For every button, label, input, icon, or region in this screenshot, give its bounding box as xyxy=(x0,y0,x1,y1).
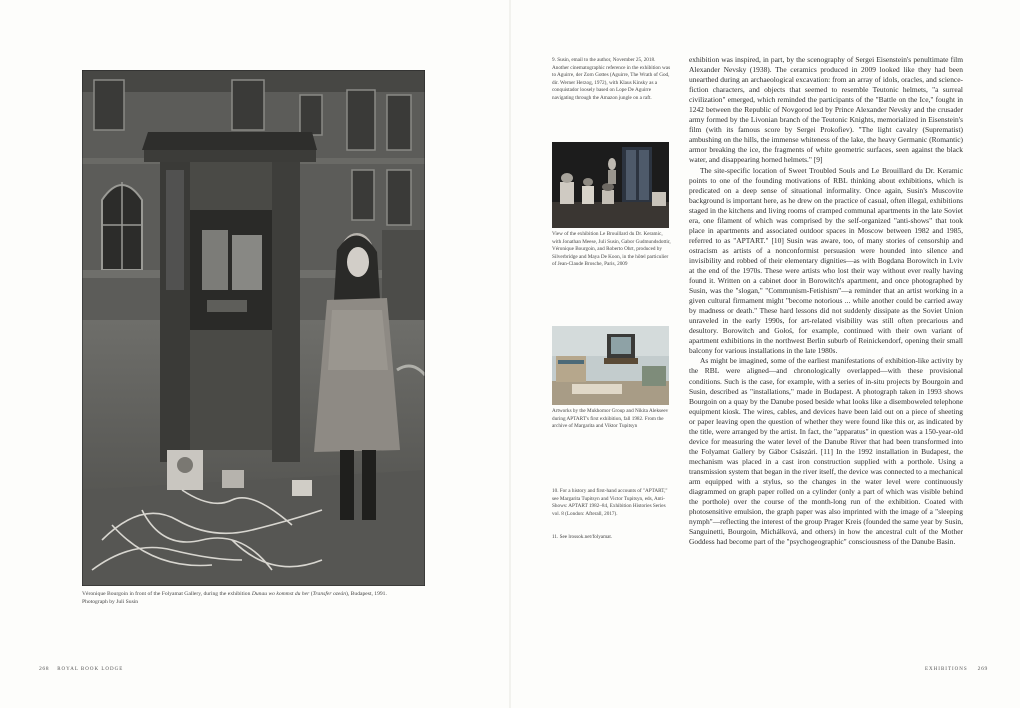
caption-exhibition-title: Dunau wo kommst du her xyxy=(251,591,310,597)
caption-text: Véronique Bourgoin in front of the Folyamat Gallery, during the exhibition xyxy=(82,591,252,597)
body-paragraph: The site-specific location of Sweet Troubled Souls and Le Brouillard du Dr. Keramic points to one of the founding motivations of RBL thinking about exhibitions, which is predicated on a deep sense of situational informality. Once again, Susin's Muscovite background is important here, as he drew on the practice of casual, often illegal, exhibitions staged in the kitchens and living rooms of cramped communal apartments in the late Soviet era, one filament of which was comprised by the self-organized "anti-shows" that took place in apartments and associated outdoor spaces in Moscow between 1982 and 1985, referred to as "APTART." [10] Susin was aware, too, of many stories of censorship and ostracism as artists of a nonconformist persuasion were hounded into silence and invisibility and robbed of their elementary dignities—as with Bogdana Borowitch in Lviv at the end of the 1970s. These were artists who lost their way without ever really having found it. Written on a cabinet door in Borowitch's apartment, and once photographed by Susin, was the "slogan," "Communism-Fetishism"—a reminder that an artist working in a given cultural firmament might "become notorious ... while another could be carried away by madness or death." These hard lessons did not suddenly dissipate as the Soviet Union unraveled in the early 1990s, for art-related visibility was still often precarious and desultory. Borowitch and Gołoś, for example, continued with their own variant of apartment exhibitions in the northwest Berlin suburb of Reinickendorf, opening their small balcony for various installations in the late 1980s. xyxy=(689,165,963,356)
main-photograph xyxy=(82,70,425,586)
running-head-right: EXHIBITIONS xyxy=(925,667,968,672)
page-number-right: 269 xyxy=(977,666,988,672)
caption-text: View of the exhibition Le Brouillard du Dr. Keramic, with Jonathan Meese, Juli Susin, Gabor Gudmundsdottir, Véronique Bourgoin, and Roberto Ohrt, produced by Silverbridge and Maya De Koon, in the hôtel particulier of Jean-Claude Brosche, Paris, 2009 xyxy=(552,231,671,268)
caption-text: Artworks by the Mukhomor Group and Nikita Alekseev during APTART's first exhibition, fall 1982. From the archive of Margarita and Viktor Tupitsyn xyxy=(552,408,669,430)
footnote-text: 9. Susin, email to the author, November 25, 2018. Another cinematographic reference in the exhibition was to Aguirre, der Zorn Gottes (Aguirre, The Wrath of God, dir. Werner Herzog, 1972), with Klaus Kinsky as a conquistador loosely based on Lope De Aguirre navigating through the Amazon jungle on a raft. xyxy=(552,57,671,101)
photo-2-caption xyxy=(552,408,672,431)
apartment-view-illustration xyxy=(552,326,669,405)
kiosk-photo-illustration xyxy=(82,70,425,586)
page-number-left: 268 xyxy=(39,666,50,672)
left-folio xyxy=(39,666,123,672)
gutter xyxy=(509,0,511,708)
right-folio xyxy=(925,666,988,672)
exhibition-photo-1 xyxy=(552,142,669,228)
exhibition-photo-2 xyxy=(552,326,669,405)
footnote-9 xyxy=(552,57,672,103)
footnote-text: 10. For a history and first-hand accounts of "APTART," see Margarita Tupitsyn and Victor Tupitsyn, eds, Anti-Shows: APTART 1982–84, Exhibition Histories Series vol. 8 (London: Afterall, 2017). xyxy=(552,488,668,517)
footnote-10 xyxy=(552,488,672,518)
body-text-column xyxy=(689,55,963,547)
caption-text: ), Budapest, 1991. Photograph by Juli Susin xyxy=(82,591,387,605)
exhibition-view-illustration xyxy=(552,142,669,228)
footnote-text: 11. See lrossok.net/folyamat. xyxy=(552,534,613,540)
photo-1-caption xyxy=(552,231,672,269)
running-head-left: ROYAL BOOK LODGE xyxy=(57,667,124,672)
footnote-11 xyxy=(552,534,672,542)
main-photo-caption xyxy=(82,590,412,606)
body-paragraph: exhibition was inspired, in part, by the scenography of Sergei Eisenstein's penultimate film Alexander Nevsky (1938). The ceramics produced in 2009 looked like they had been unearthed during an archaeological excavation: from an array of idols, oracles, and science-fiction characters, and objects that seemed to resemble Teutonic helmets, "a surreal civilization" emerged, which reminded the participants of the "Battle on the Ice," fought in 1242 between the Republic of Novgorod led by Prince Alexander Nevsky and the crusader army formed by the Livonian branch of the Teutonic Knights, memorialized in Eisenstein's film (with its famous score by Sergei Prokofiev). "The light cavalry (Suprematist) ambushing on the hills, the immense whiteness of the lake, the heavy Germanic (Romantic) armor breaking the ice, the fragments of white geometric surfaces, seen against the black water, and disappearing horned helmets." [9] xyxy=(689,55,963,165)
caption-text: ( xyxy=(309,591,313,597)
body-paragraph: As might be imagined, some of the earliest manifestations of exhibition-like activity by the RBL were aligned—and chronologically overlapped—with these provisional conditions. Such is the case, for example, with a series of in-situ projects by Bourgoin and Susin, described as "installations," made in Budapest. A photograph taken in 1993 shows Bourgoin on a quay by the Danube posed beside what looks like a disemboweled telephone equipment kiosk. The wires, cables, and devices have been laid out on a piece of sheeting or paper leaving open the question of whether they were found like this or, as indicated by the title, were arranged by the artist. In fact, the "apparatus" in question was a 150-year-old device for measuring the water level of the Danube River that had been transformed into the Folyamat Gallery by Gábor Császári. [11] In the 1992 installation in Budapest, the mechanism was placed in a cast iron construction supplied with a porthole. Using a transmission system that began in the river itself, the device was connected to a mechanical arm equipped with a stylus, so the changes in the water level were continuously diagrammed on graph paper rolled on a cylinder (only a part of which was visible behind the porthole) over the course of the month-long run of the exhibition. Coated with photosensitive emulsion, the graph paper was also imprinted with the image of a "sleeping nymph"—reflecting the interest of the group Prager Kreis (founded the same year by Susin, Sanguinetti, Bourgoin, Michálková, and others) in how the ancestral cult of the Mother Goddess had become part of the "psychogeographic" consciousness of the Danube Basin. xyxy=(689,356,963,547)
caption-exhibition-subtitle: Transfer ozeán xyxy=(312,591,346,597)
